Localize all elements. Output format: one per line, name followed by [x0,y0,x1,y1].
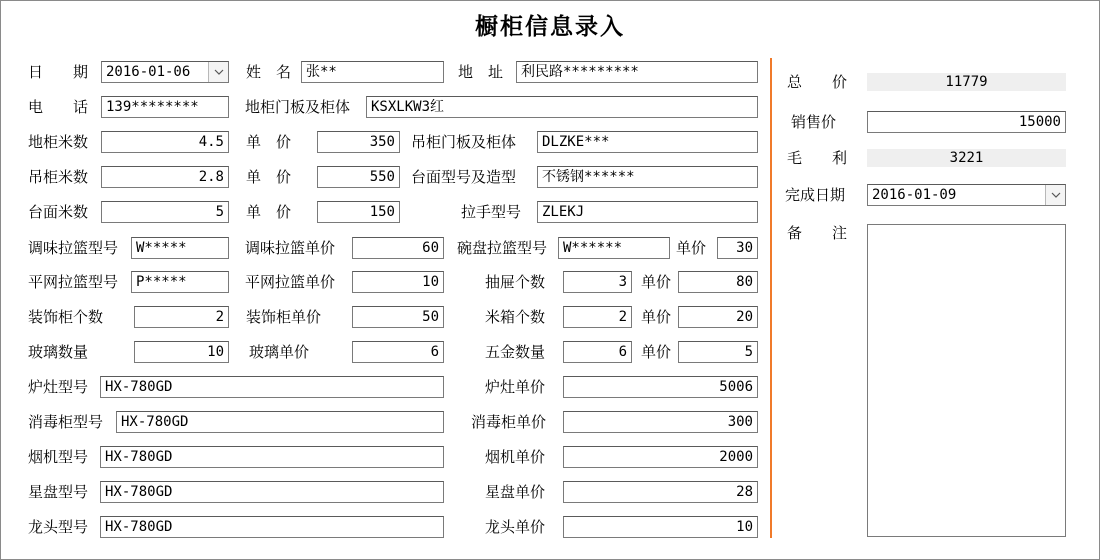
rice-box-count-label: 米箱个数 [485,308,546,326]
gross-profit-value: 3221 [867,149,1066,167]
dish-basket-model-input[interactable]: W****** [558,237,670,259]
floor-cabinet-meters-label: 地柜米数 [28,133,89,151]
handle-model-label: 拉手型号 [461,203,522,221]
date-label: 日 期 [28,63,89,81]
address-label: 地 址 [458,63,504,81]
floor-cabinet-price-label: 单 价 [246,133,292,151]
notes-textarea[interactable] [867,224,1066,537]
flat-basket-price-label: 平网拉篮单价 [245,273,336,291]
sink-price-label: 星盘单价 [485,483,546,501]
drawer-price-input[interactable]: 80 [678,271,758,293]
glass-count-label: 玻璃数量 [28,343,89,361]
floor-cabinet-door-label: 地柜门板及柜体 [245,98,351,116]
glass-price-input[interactable]: 6 [352,341,444,363]
stove-price-input[interactable]: 5006 [563,376,758,398]
sterilizer-model-input[interactable]: HX-780GD [116,411,444,433]
glass-price-label: 玻璃单价 [249,343,310,361]
seasoning-basket-price-label: 调味拉篮单价 [245,239,336,257]
seasoning-basket-model-label: 调味拉篮型号 [28,239,119,257]
name-label: 姓 名 [246,63,292,81]
hardware-price-label: 单价 [641,343,672,361]
faucet-price-label: 龙头单价 [485,518,546,536]
gross-profit-label: 毛 利 [787,149,848,167]
drawer-count-label: 抽屉个数 [485,273,546,291]
phone-label: 电 话 [28,98,89,116]
countertop-model-input[interactable]: 不锈钢****** [537,166,758,188]
faucet-price-input[interactable]: 10 [563,516,758,538]
wall-cabinet-price-label: 单 价 [246,168,292,186]
decor-cabinet-count-input[interactable]: 2 [134,306,229,328]
countertop-price-input[interactable]: 150 [317,201,400,223]
dish-basket-model-label: 碗盘拉篮型号 [457,239,548,257]
total-price-label: 总 价 [787,73,848,91]
decor-cabinet-price-input[interactable]: 50 [352,306,444,328]
stove-model-label: 炉灶型号 [28,378,89,396]
drawer-count-input[interactable]: 3 [563,271,632,293]
handle-model-input[interactable]: ZLEKJ [537,201,758,223]
dish-basket-price-label: 单价 [676,239,707,257]
seasoning-basket-price-input[interactable]: 60 [352,237,444,259]
range-hood-model-input[interactable]: HX-780GD [100,446,444,468]
decor-cabinet-price-label: 装饰柜单价 [246,308,322,326]
countertop-price-label: 单 价 [246,203,292,221]
floor-cabinet-door-input[interactable]: KSXLKW3红 [366,96,758,118]
stove-price-label: 炉灶单价 [485,378,546,396]
rice-box-price-label: 单价 [641,308,672,326]
countertop-model-label: 台面型号及造型 [411,168,517,186]
sink-model-input[interactable]: HX-780GD [100,481,444,503]
hardware-count-input[interactable]: 6 [563,341,632,363]
wall-cabinet-price-input[interactable]: 550 [317,166,400,188]
wall-cabinet-door-label: 吊柜门板及柜体 [411,133,517,151]
wall-cabinet-door-input[interactable]: DLZKE*** [537,131,758,153]
floor-cabinet-meters-input[interactable]: 4.5 [101,131,229,153]
countertop-meters-label: 台面米数 [28,203,89,221]
finish-date-picker[interactable] [867,184,1066,206]
wall-cabinet-meters-input[interactable]: 2.8 [101,166,229,188]
range-hood-model-label: 烟机型号 [28,448,89,466]
address-input[interactable]: 利民路********* [516,61,758,83]
faucet-model-input[interactable]: HX-780GD [100,516,444,538]
hardware-price-input[interactable]: 5 [678,341,758,363]
flat-basket-model-label: 平网拉篮型号 [28,273,119,291]
sale-price-input[interactable]: 15000 [867,111,1066,133]
sterilizer-price-label: 消毒柜单价 [471,413,547,431]
stove-model-input[interactable]: HX-780GD [100,376,444,398]
chevron-down-icon[interactable] [208,62,228,82]
sterilizer-model-label: 消毒柜型号 [28,413,104,431]
flat-basket-price-input[interactable]: 10 [352,271,444,293]
range-hood-price-input[interactable]: 2000 [563,446,758,468]
range-hood-price-label: 烟机单价 [485,448,546,466]
flat-basket-model-input[interactable]: P***** [131,271,229,293]
name-input[interactable]: 张** [301,61,444,83]
decor-cabinet-count-label: 装饰柜个数 [28,308,104,326]
sterilizer-price-input[interactable]: 300 [563,411,758,433]
sink-price-input[interactable]: 28 [563,481,758,503]
finish-date-label: 完成日期 [785,186,846,204]
drawer-price-label: 单价 [641,273,672,291]
rice-box-price-input[interactable]: 20 [678,306,758,328]
finish-date-value: 2016-01-09 [872,187,957,203]
floor-cabinet-price-input[interactable]: 350 [317,131,400,153]
faucet-model-label: 龙头型号 [28,518,89,536]
sale-price-label: 销售价 [791,113,837,131]
total-price-value: 11779 [867,73,1066,91]
chevron-down-icon[interactable] [1045,185,1065,205]
sink-model-label: 星盘型号 [28,483,89,501]
page-title: 橱柜信息录入 [475,14,625,40]
hardware-count-label: 五金数量 [485,343,546,361]
date-picker[interactable] [101,61,229,83]
wall-cabinet-meters-label: 吊柜米数 [28,168,89,186]
orange-divider [770,58,772,538]
rice-box-count-input[interactable]: 2 [563,306,632,328]
dish-basket-price-input[interactable]: 30 [717,237,758,259]
countertop-meters-input[interactable]: 5 [101,201,229,223]
date-value: 2016-01-06 [106,64,191,80]
phone-input[interactable]: 139******** [101,96,229,118]
glass-count-input[interactable]: 10 [134,341,229,363]
seasoning-basket-model-input[interactable]: W***** [131,237,229,259]
notes-label: 备 注 [787,224,848,242]
